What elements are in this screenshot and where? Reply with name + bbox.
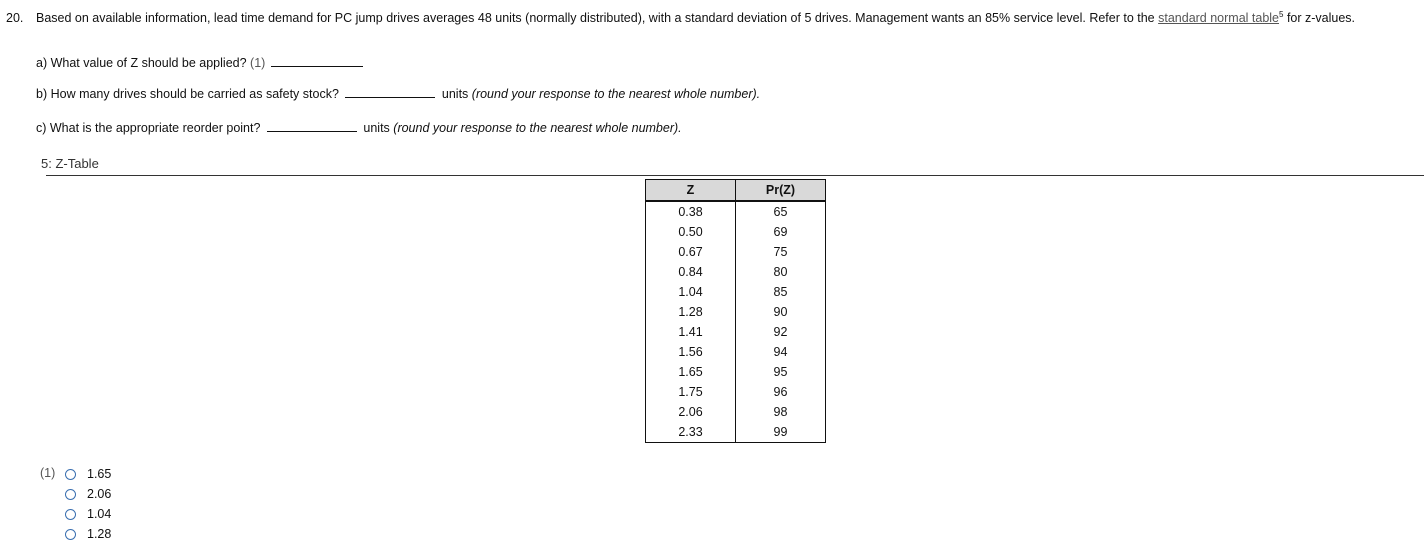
z-value-cell: 1.28: [646, 302, 736, 322]
z-value-cell: 0.38: [646, 201, 736, 222]
prz-value-cell: 85: [736, 282, 826, 302]
z-value-cell: 1.04: [646, 282, 736, 302]
z-value-cell: 0.50: [646, 222, 736, 242]
z-table-row: [646, 402, 826, 422]
standard-normal-table-link[interactable]: standard normal table: [1158, 11, 1280, 25]
radio-button-icon[interactable]: [65, 469, 76, 480]
prz-value-cell: 75: [736, 242, 826, 262]
part-b-answer-field[interactable]: [345, 83, 435, 98]
z-table-row: [646, 422, 826, 443]
z-value-cell: 0.84: [646, 262, 736, 282]
radio-button-icon[interactable]: [65, 509, 76, 520]
z-table-row: [646, 262, 826, 282]
z-value-cell: 2.06: [646, 402, 736, 422]
prz-value-cell: 99: [736, 422, 826, 443]
prz-value-cell: 94: [736, 342, 826, 362]
prz-column-header: Pr(Z): [736, 180, 826, 202]
z-table-row: [646, 201, 826, 222]
z-value-cell: 1.65: [646, 362, 736, 382]
prz-value-cell: 96: [736, 382, 826, 402]
choice-option[interactable]: [65, 486, 111, 502]
part-a: [36, 52, 363, 70]
z-table-row: [646, 382, 826, 402]
z-table-row: [646, 342, 826, 362]
part-b: [36, 83, 760, 101]
link-footnote: 5: [1279, 9, 1284, 19]
prz-value-cell: 90: [736, 302, 826, 322]
choice-option[interactable]: [65, 526, 111, 542]
z-value-cell: 1.56: [646, 342, 736, 362]
part-c-text: c) What is the appropriate reorder point?: [36, 121, 261, 135]
question-text: [36, 11, 1355, 25]
radio-button-icon[interactable]: [65, 489, 76, 500]
choice-option[interactable]: [65, 506, 111, 522]
z-value-cell: 1.75: [646, 382, 736, 402]
section-divider: [46, 175, 1424, 176]
part-b-text: b) How many drives should be carried as safety stock?: [36, 87, 339, 101]
z-table: [645, 179, 826, 443]
prz-value-cell: 98: [736, 402, 826, 422]
part-c-hint: (round your response to the nearest whole number).: [393, 121, 682, 135]
radio-button-icon[interactable]: [65, 529, 76, 540]
z-column-header: Z: [646, 180, 736, 202]
z-table-row: [646, 302, 826, 322]
ztable-section-title: 5: Z-Table: [41, 156, 99, 171]
part-c-units: units: [363, 121, 390, 135]
prz-value-cell: 69: [736, 222, 826, 242]
part-a-ref: (1): [250, 56, 266, 70]
z-table-row: [646, 362, 826, 382]
choice-option[interactable]: [65, 466, 111, 482]
part-c: [36, 117, 682, 135]
part-c-answer-field[interactable]: [267, 117, 357, 132]
choice-option-label: 1.28: [87, 527, 112, 541]
z-value-cell: 2.33: [646, 422, 736, 443]
choices-label: (1): [40, 466, 56, 480]
question-text-before: Based on available information, lead time demand for PC jump drives averages 48 units (normally distributed), with a standard deviation of 5 drives. Management wants an 85% service level. Refer to the: [36, 11, 1159, 25]
part-b-hint: (round your response to the nearest whole number).: [471, 87, 761, 101]
prz-value-cell: 65: [736, 201, 826, 222]
question-text-after: for z-values.: [1283, 11, 1356, 25]
z-table-row: [646, 282, 826, 302]
question-number: 20.: [6, 11, 24, 25]
z-table-header-row: [646, 180, 826, 202]
z-table-row: [646, 322, 826, 342]
part-b-units: units: [441, 87, 469, 101]
prz-value-cell: 92: [736, 322, 826, 342]
choice-option-label: 1.04: [87, 507, 112, 521]
prz-value-cell: 95: [736, 362, 826, 382]
choice-option-label: 1.65: [87, 467, 112, 481]
prz-value-cell: 80: [736, 262, 826, 282]
part-a-answer-field[interactable]: [271, 52, 363, 67]
z-value-cell: 0.67: [646, 242, 736, 262]
z-table-row: [646, 242, 826, 262]
z-value-cell: 1.41: [646, 322, 736, 342]
choice-option-label: 2.06: [87, 487, 112, 501]
z-table-row: [646, 222, 826, 242]
part-a-text: a) What value of Z should be applied?: [36, 56, 247, 70]
